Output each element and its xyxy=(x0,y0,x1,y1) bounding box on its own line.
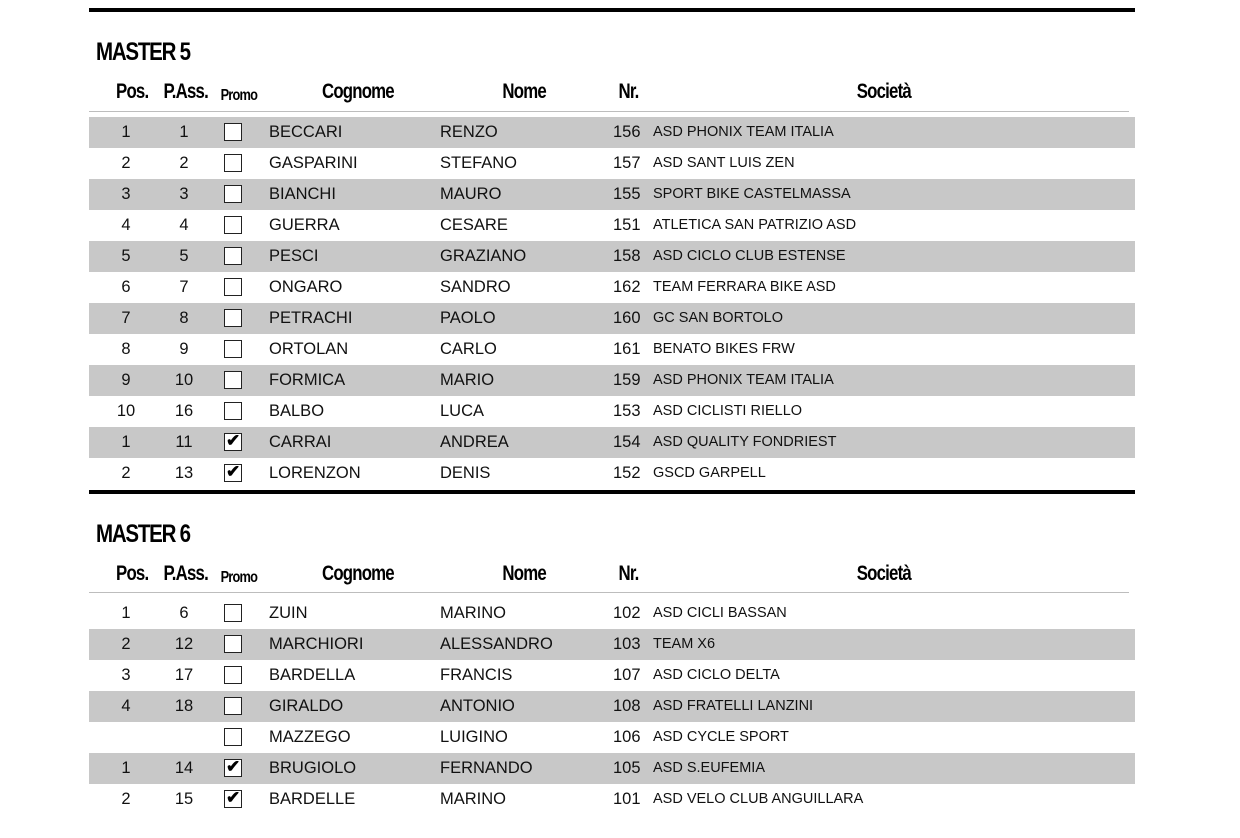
assoluto-position-cell: 4 xyxy=(179,216,189,234)
header-promo: Promo xyxy=(220,87,258,104)
promo-checkbox[interactable] xyxy=(224,340,242,358)
surname-cell: BARDELLA xyxy=(269,666,356,684)
first-name-cell: MARINO xyxy=(440,604,506,622)
surname-cell: ONGARO xyxy=(269,278,343,296)
bib-number-cell: 152 xyxy=(613,464,641,482)
top-rule xyxy=(89,8,1135,12)
bib-number-cell: 105 xyxy=(613,759,641,777)
surname-cell: FORMICA xyxy=(269,371,346,389)
table-row xyxy=(89,722,1135,753)
assoluto-position-cell: 5 xyxy=(179,247,189,265)
category-title: MASTER 5 xyxy=(96,38,190,66)
header-pass: P.Ass. xyxy=(163,80,208,103)
surname-cell: GASPARINI xyxy=(269,154,358,172)
header-pos: Pos. xyxy=(116,562,149,585)
assoluto-position-cell: 2 xyxy=(179,154,189,172)
position-cell: 5 xyxy=(121,247,131,265)
team-cell: TEAM X6 xyxy=(653,636,716,652)
promo-checkbox[interactable] xyxy=(224,247,242,265)
table-row xyxy=(89,691,1135,722)
assoluto-position-cell: 12 xyxy=(174,635,194,653)
surname-cell: MARCHIORI xyxy=(269,635,364,653)
team-cell: BENATO BIKES FRW xyxy=(653,341,795,357)
promo-checkbox-checked[interactable] xyxy=(224,790,242,808)
header-promo: Promo xyxy=(220,569,258,586)
table-row xyxy=(89,458,1135,489)
bib-number-cell: 159 xyxy=(613,371,641,389)
position-cell: 9 xyxy=(121,371,131,389)
position-cell: 2 xyxy=(121,464,131,482)
team-cell: ASD S.EUFEMIA xyxy=(653,760,765,776)
bib-number-cell: 156 xyxy=(613,123,641,141)
bib-number-cell: 153 xyxy=(613,402,641,420)
first-name-cell: ANDREA xyxy=(440,433,509,451)
team-cell: ASD PHONIX TEAM ITALIA xyxy=(653,124,834,140)
bib-number-cell: 158 xyxy=(613,247,641,265)
header-pos: Pos. xyxy=(116,80,149,103)
bib-number-cell: 107 xyxy=(613,666,641,684)
promo-checkbox[interactable] xyxy=(224,635,242,653)
table-row xyxy=(89,753,1135,784)
assoluto-position-cell: 14 xyxy=(174,759,194,777)
check-icon: ✔ xyxy=(226,757,241,776)
team-cell: SPORT BIKE CASTELMASSA xyxy=(653,186,851,202)
results-table-master-6 xyxy=(89,598,1135,815)
table-row xyxy=(89,427,1135,458)
bib-number-cell: 101 xyxy=(613,790,641,808)
promo-checkbox-checked[interactable] xyxy=(224,759,242,777)
header-divider xyxy=(89,111,1129,112)
header-nome: Nome xyxy=(502,80,546,103)
surname-cell: BECCARI xyxy=(269,123,343,141)
assoluto-position-cell: 10 xyxy=(174,371,194,389)
surname-cell: ORTOLAN xyxy=(269,340,349,358)
table-row xyxy=(89,396,1135,427)
first-name-cell: PAOLO xyxy=(440,309,496,327)
table-row xyxy=(89,365,1135,396)
first-name-cell: DENIS xyxy=(440,464,491,482)
surname-cell: BARDELLE xyxy=(269,790,356,808)
promo-checkbox-checked[interactable] xyxy=(224,464,242,482)
check-icon: ✔ xyxy=(226,431,241,450)
surname-cell: ZUIN xyxy=(269,604,308,622)
position-cell xyxy=(111,722,141,753)
first-name-cell: GRAZIANO xyxy=(440,247,527,265)
position-cell: 1 xyxy=(121,123,131,141)
position-cell: 10 xyxy=(116,402,136,420)
bib-number-cell: 154 xyxy=(613,433,641,451)
team-cell: ASD CICLO CLUB ESTENSE xyxy=(653,248,846,264)
team-cell: ASD QUALITY FONDRIEST xyxy=(653,434,837,450)
first-name-cell: CARLO xyxy=(440,340,497,358)
position-cell: 4 xyxy=(121,216,131,234)
header-nome: Nome xyxy=(502,562,546,585)
table-row xyxy=(89,660,1135,691)
team-cell: ASD PHONIX TEAM ITALIA xyxy=(653,372,834,388)
first-name-cell: MARINO xyxy=(440,790,506,808)
assoluto-position-cell: 13 xyxy=(174,464,194,482)
position-cell: 3 xyxy=(121,666,131,684)
first-name-cell: MARIO xyxy=(440,371,495,389)
position-cell: 2 xyxy=(121,154,131,172)
first-name-cell: STEFANO xyxy=(440,154,518,172)
surname-cell: MAZZEGO xyxy=(269,728,351,746)
table-row xyxy=(89,303,1135,334)
surname-cell: CARRAI xyxy=(269,433,332,451)
surname-cell: GIRALDO xyxy=(269,697,344,715)
check-icon: ✔ xyxy=(226,462,241,481)
team-cell: ASD SANT LUIS ZEN xyxy=(653,155,795,171)
team-cell: ASD CYCLE SPORT xyxy=(653,729,789,745)
table-row xyxy=(89,272,1135,303)
first-name-cell: ANTONIO xyxy=(440,697,515,715)
bib-number-cell: 157 xyxy=(613,154,641,172)
surname-cell: PETRACHI xyxy=(269,309,353,327)
position-cell: 8 xyxy=(121,340,131,358)
header-nr: Nr. xyxy=(618,562,639,585)
team-cell: ASD CICLO DELTA xyxy=(653,667,780,683)
first-name-cell: SANDRO xyxy=(440,278,511,296)
surname-cell: BIANCHI xyxy=(269,185,336,203)
surname-cell: BRUGIOLO xyxy=(269,759,357,777)
promo-checkbox[interactable] xyxy=(224,309,242,327)
assoluto-position-cell: 16 xyxy=(174,402,194,420)
header-societa: Società xyxy=(856,562,911,585)
team-cell: GSCD GARPELL xyxy=(653,465,766,481)
bib-number-cell: 108 xyxy=(613,697,641,715)
bib-number-cell: 102 xyxy=(613,604,641,622)
header-divider xyxy=(89,592,1129,593)
bib-number-cell: 162 xyxy=(613,278,641,296)
table-row xyxy=(89,117,1135,148)
promo-checkbox[interactable] xyxy=(224,185,242,203)
team-cell: ATLETICA SAN PATRIZIO ASD xyxy=(653,217,857,233)
promo-checkbox[interactable] xyxy=(224,278,242,296)
bib-number-cell: 161 xyxy=(613,340,641,358)
bib-number-cell: 103 xyxy=(613,635,641,653)
promo-checkbox-checked[interactable] xyxy=(224,433,242,451)
first-name-cell: FRANCIS xyxy=(440,666,513,684)
table-row xyxy=(89,784,1135,815)
table-row xyxy=(89,210,1135,241)
assoluto-position-cell: 9 xyxy=(179,340,189,358)
team-cell: GC SAN BORTOLO xyxy=(653,310,783,326)
header-cognome: Cognome xyxy=(321,562,394,585)
position-cell: 2 xyxy=(121,790,131,808)
bib-number-cell: 155 xyxy=(613,185,641,203)
header-pass: P.Ass. xyxy=(163,562,208,585)
position-cell: 4 xyxy=(121,697,131,715)
team-cell: ASD CICLISTI RIELLO xyxy=(653,403,803,419)
first-name-cell: LUIGINO xyxy=(440,728,508,746)
position-cell: 2 xyxy=(121,635,131,653)
assoluto-position-cell: 11 xyxy=(175,433,193,451)
promo-checkbox[interactable] xyxy=(224,371,242,389)
position-cell: 7 xyxy=(121,309,131,327)
promo-checkbox[interactable] xyxy=(224,216,242,234)
promo-checkbox[interactable] xyxy=(224,604,242,622)
table-row xyxy=(89,629,1135,660)
promo-checkbox[interactable] xyxy=(224,666,242,684)
table-row xyxy=(89,598,1135,629)
position-cell: 1 xyxy=(121,433,131,451)
table-row xyxy=(89,179,1135,210)
assoluto-position-cell: 1 xyxy=(179,123,189,141)
surname-cell: BALBO xyxy=(269,402,325,420)
table-row xyxy=(89,148,1135,179)
results-table-master-5 xyxy=(89,117,1135,489)
position-cell: 1 xyxy=(121,604,131,622)
assoluto-position-cell: 6 xyxy=(179,604,189,622)
assoluto-position-cell: 18 xyxy=(174,697,194,715)
first-name-cell: CESARE xyxy=(440,216,508,234)
assoluto-position-cell: 8 xyxy=(179,309,189,327)
first-name-cell: ALESSANDRO xyxy=(440,635,553,653)
assoluto-position-cell: 17 xyxy=(174,666,194,684)
team-cell: ASD CICLI BASSAN xyxy=(653,605,787,621)
first-name-cell: MAURO xyxy=(440,185,502,203)
table-row xyxy=(89,241,1135,272)
promo-checkbox[interactable] xyxy=(224,697,242,715)
assoluto-position-cell: 15 xyxy=(174,790,194,808)
header-cognome: Cognome xyxy=(321,80,394,103)
surname-cell: LORENZON xyxy=(269,464,361,482)
surname-cell: GUERRA xyxy=(269,216,340,234)
bib-number-cell: 106 xyxy=(613,728,641,746)
check-icon: ✔ xyxy=(226,788,241,807)
team-cell: ASD FRATELLI LANZINI xyxy=(653,698,814,714)
table-row xyxy=(89,334,1135,365)
section-rule xyxy=(89,490,1135,494)
bib-number-cell: 160 xyxy=(613,309,641,327)
promo-checkbox[interactable] xyxy=(224,154,242,172)
first-name-cell: RENZO xyxy=(440,123,498,141)
header-nr: Nr. xyxy=(618,80,639,103)
first-name-cell: FERNANDO xyxy=(440,759,533,777)
first-name-cell: LUCA xyxy=(440,402,485,420)
promo-checkbox[interactable] xyxy=(224,123,242,141)
category-title: MASTER 6 xyxy=(96,520,190,548)
position-cell: 6 xyxy=(121,278,131,296)
team-cell: TEAM FERRARA BIKE ASD xyxy=(653,279,836,295)
team-cell: ASD VELO CLUB ANGUILLARA xyxy=(653,791,864,807)
bib-number-cell: 151 xyxy=(613,216,641,234)
position-cell: 3 xyxy=(121,185,131,203)
surname-cell: PESCI xyxy=(269,247,319,265)
promo-checkbox[interactable] xyxy=(224,402,242,420)
position-cell: 1 xyxy=(121,759,131,777)
promo-checkbox[interactable] xyxy=(224,728,242,746)
header-societa: Società xyxy=(856,80,911,103)
assoluto-position-cell: 7 xyxy=(179,278,189,296)
assoluto-position-cell xyxy=(169,722,199,753)
assoluto-position-cell: 3 xyxy=(179,185,189,203)
